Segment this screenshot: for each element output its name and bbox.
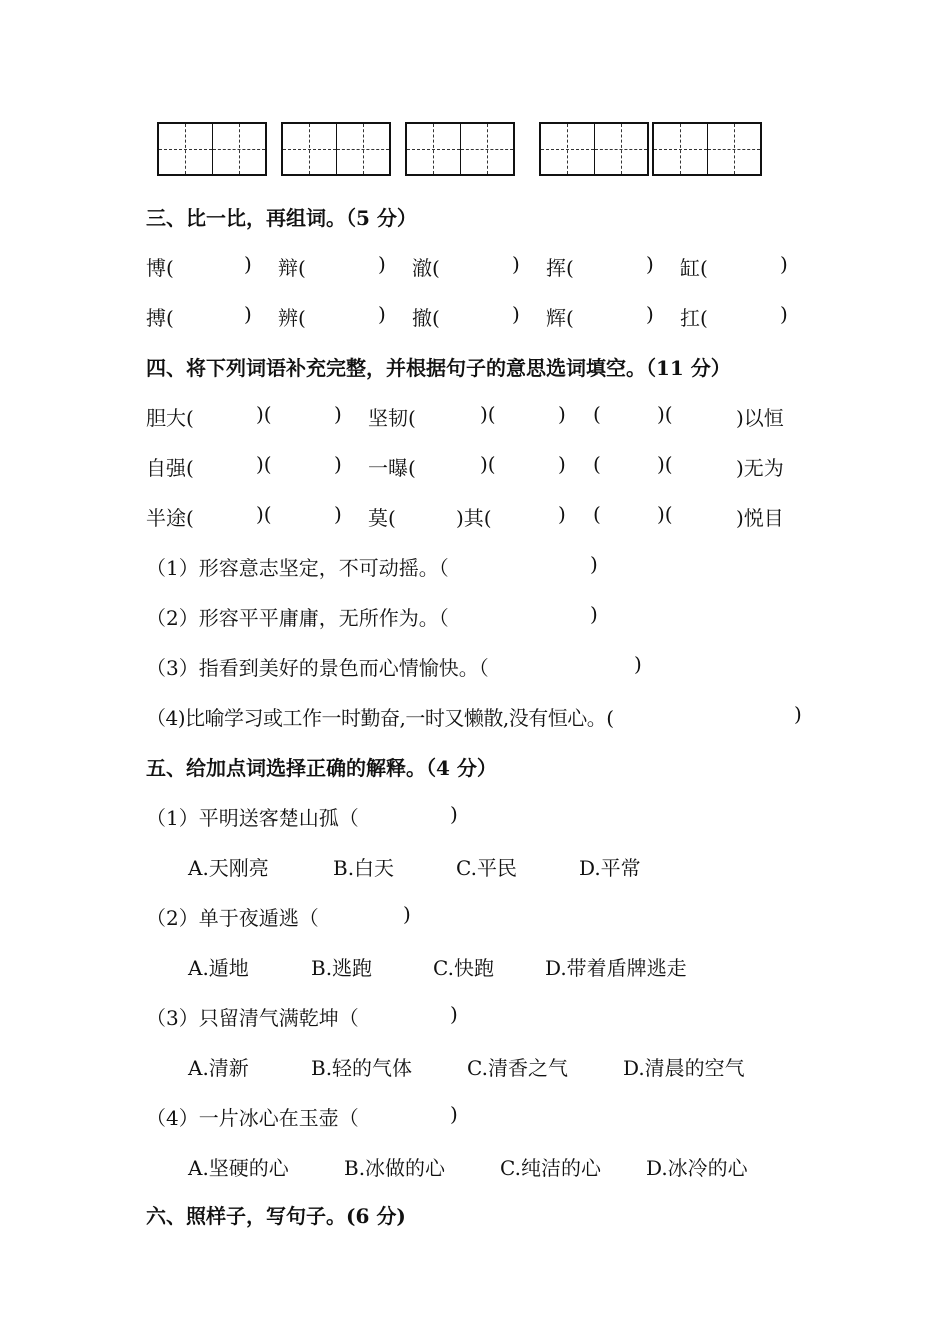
question-text: （3）只留清气满乾坤（ bbox=[146, 1006, 359, 1030]
question-text: （2）形容平平庸庸，无所作为。（ bbox=[146, 606, 449, 630]
writing-grid[interactable] bbox=[652, 122, 762, 176]
option[interactable]: D.清晨的空气 bbox=[623, 1056, 745, 1080]
compare-row-1 bbox=[0, 252, 950, 282]
idiom-part: 坚韧( bbox=[368, 406, 416, 430]
question-text: （2）单于夜遁逃（ bbox=[146, 906, 319, 930]
option[interactable]: B.冰做的心 bbox=[344, 1156, 446, 1180]
option[interactable]: A.遁地 bbox=[188, 956, 249, 980]
paren-close: ) bbox=[590, 602, 598, 626]
question-text: （1）形容意志坚定，不可动摇。（ bbox=[146, 556, 449, 580]
word-prompt: 搏( bbox=[146, 306, 174, 330]
word-prompt: 辉( bbox=[546, 306, 574, 330]
paren-close: ) bbox=[646, 252, 654, 276]
fill-question-4 bbox=[0, 702, 950, 732]
idiom-part: )( bbox=[256, 402, 272, 426]
mc-question-1 bbox=[0, 802, 950, 832]
paren-close: ) bbox=[244, 252, 252, 276]
section3-title: 三、比一比，再组词。（5 分） bbox=[146, 206, 417, 230]
idiom-part: ) bbox=[558, 502, 566, 526]
idiom-part: )( bbox=[256, 502, 272, 526]
mc-options-4 bbox=[0, 1152, 950, 1182]
option[interactable]: C.快跑 bbox=[433, 956, 494, 980]
option[interactable]: B.轻的气体 bbox=[311, 1056, 413, 1080]
idiom-row-3 bbox=[0, 502, 950, 532]
idiom-part: 自强( bbox=[146, 456, 194, 480]
idiom-part: ) bbox=[334, 452, 342, 476]
word-prompt: 辨( bbox=[278, 306, 306, 330]
option[interactable]: B.逃跑 bbox=[311, 956, 373, 980]
idiom-part: )无为 bbox=[736, 456, 784, 480]
idiom-part: ( bbox=[593, 402, 601, 426]
paren-close: ) bbox=[244, 302, 252, 326]
option[interactable]: D.平常 bbox=[579, 856, 641, 880]
word-prompt: 挥( bbox=[546, 256, 574, 280]
question-text: （4)比喻学习或工作一时勤奋,一时又懒散,没有恒心。( bbox=[146, 706, 614, 730]
section6-title: 六、照样子，写句子。(6 分) bbox=[146, 1204, 406, 1228]
idiom-part: 莫( bbox=[368, 506, 396, 530]
word-prompt: 扛( bbox=[680, 306, 708, 330]
idiom-part: )( bbox=[256, 452, 272, 476]
question-text: （1）平明送客楚山孤（ bbox=[146, 806, 359, 830]
paren-close: ) bbox=[378, 252, 386, 276]
idiom-row-1 bbox=[0, 402, 950, 432]
option[interactable]: A.清新 bbox=[188, 1056, 249, 1080]
idiom-part: 半途( bbox=[146, 506, 194, 530]
paren-close: ) bbox=[590, 552, 598, 576]
mc-question-2 bbox=[0, 902, 950, 932]
word-prompt: 缸( bbox=[680, 256, 708, 280]
writing-grid[interactable] bbox=[405, 122, 515, 176]
writing-grid[interactable] bbox=[281, 122, 391, 176]
idiom-part: )( bbox=[657, 402, 673, 426]
paren-close: ) bbox=[512, 252, 520, 276]
paren-close: ) bbox=[794, 702, 802, 726]
paren-close: ) bbox=[378, 302, 386, 326]
option[interactable]: C.平民 bbox=[456, 856, 517, 880]
idiom-part: )以恒 bbox=[736, 406, 784, 430]
section4-title: 四、将下列词语补充完整，并根据句子的意思选词填空。（11 分） bbox=[146, 356, 731, 380]
option[interactable]: B.白天 bbox=[333, 856, 395, 880]
idiom-row-2 bbox=[0, 452, 950, 482]
idiom-part: )悦目 bbox=[736, 506, 784, 530]
fill-question-3 bbox=[0, 652, 950, 682]
option[interactable]: A.天刚亮 bbox=[188, 856, 269, 880]
writing-grid-row bbox=[0, 122, 950, 178]
option[interactable]: A.坚硬的心 bbox=[188, 1156, 289, 1180]
paren-close: ) bbox=[780, 252, 788, 276]
paren-close: ) bbox=[450, 1102, 458, 1126]
word-prompt: 澈( bbox=[412, 256, 440, 280]
word-prompt: 博( bbox=[146, 256, 174, 280]
mc-options-2 bbox=[0, 952, 950, 982]
idiom-part: 一曝( bbox=[368, 456, 416, 480]
fill-question-1 bbox=[0, 552, 950, 582]
paren-close: ) bbox=[634, 652, 642, 676]
word-prompt: 撤( bbox=[412, 306, 440, 330]
idiom-part: ( bbox=[593, 452, 601, 476]
paren-close: ) bbox=[512, 302, 520, 326]
idiom-part: 胆大( bbox=[146, 406, 194, 430]
idiom-part: )其( bbox=[456, 506, 492, 530]
paren-close: ) bbox=[450, 1002, 458, 1026]
section5-title: 五、给加点词选择正确的解释。（4 分） bbox=[146, 756, 497, 780]
idiom-part: ) bbox=[558, 402, 566, 426]
fill-question-2 bbox=[0, 602, 950, 632]
writing-grid[interactable] bbox=[157, 122, 267, 176]
option[interactable]: C.纯洁的心 bbox=[500, 1156, 601, 1180]
mc-options-3 bbox=[0, 1052, 950, 1082]
idiom-part: )( bbox=[480, 402, 496, 426]
mc-question-4 bbox=[0, 1102, 950, 1132]
idiom-part: )( bbox=[657, 452, 673, 476]
option[interactable]: C.清香之气 bbox=[467, 1056, 568, 1080]
option[interactable]: D.带着盾牌逃走 bbox=[545, 956, 687, 980]
word-prompt: 辩( bbox=[278, 256, 306, 280]
writing-grid[interactable] bbox=[539, 122, 649, 176]
idiom-part: )( bbox=[480, 452, 496, 476]
idiom-part: ( bbox=[593, 502, 601, 526]
paren-close: ) bbox=[450, 802, 458, 826]
compare-row-2 bbox=[0, 302, 950, 332]
paren-close: ) bbox=[403, 902, 411, 926]
mc-question-3 bbox=[0, 1002, 950, 1032]
question-text: （3）指看到美好的景色而心情愉快。（ bbox=[146, 656, 489, 680]
mc-options-1 bbox=[0, 852, 950, 882]
option[interactable]: D.冰冷的心 bbox=[646, 1156, 748, 1180]
idiom-part: ) bbox=[558, 452, 566, 476]
paren-close: ) bbox=[780, 302, 788, 326]
idiom-part: ) bbox=[334, 502, 342, 526]
question-text: （4）一片冰心在玉壶（ bbox=[146, 1106, 359, 1130]
idiom-part: )( bbox=[657, 502, 673, 526]
paren-close: ) bbox=[646, 302, 654, 326]
idiom-part: ) bbox=[334, 402, 342, 426]
